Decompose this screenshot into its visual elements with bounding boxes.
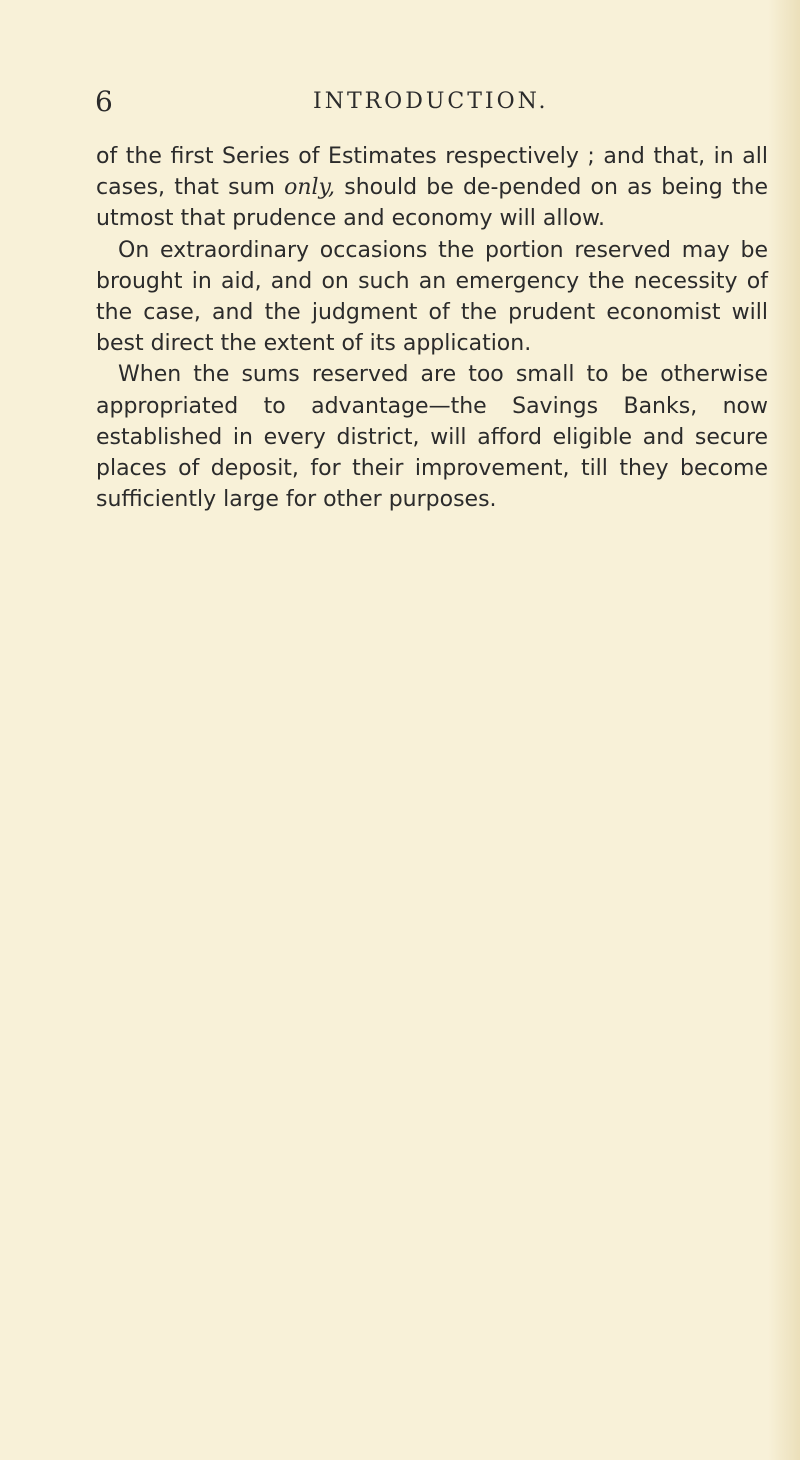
- body-text: [96, 141, 768, 515]
- paragraph-1-emphasis: only,: [284, 175, 336, 201]
- paragraph-2: On extraordinary occasions the portion reserved may be brought in aid, and on such an emergency the necessity of the case, and the judgment of the prudent economist will best direct the extent of its application.: [96, 237, 768, 357]
- page-number: 6: [95, 85, 113, 118]
- page-header: [95, 84, 735, 120]
- running-head: INTRODUCTION.: [313, 89, 549, 114]
- paragraph-3: When the sums reserved are too small to be otherwise appropriated to advantage—the Savings Banks, now established in every district, will afford eligible and secure places of deposit, for their improvement, till they become sufficiently large for other purposes.: [96, 362, 768, 513]
- paragraph-1-text-start: of the first Series of Estimates respectively ; and that, in all cases, that sum: [96, 144, 768, 201]
- paragraph-1-text-end: should be de-pended on as being the utmost that prudence and economy will allow.: [96, 175, 769, 232]
- paragraph-1: [96, 141, 768, 235]
